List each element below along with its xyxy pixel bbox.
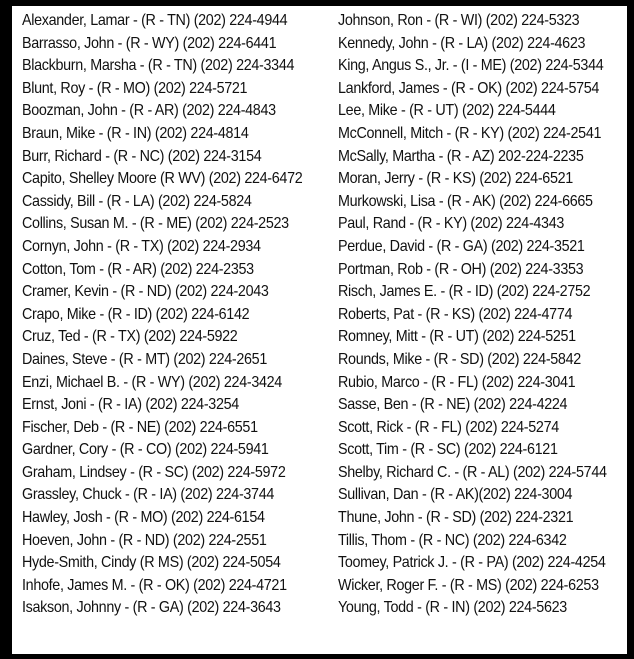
list-item: Enzi, Michael B. - (R - WY) (202) 224-3424 (22, 373, 282, 391)
list-item: Cruz, Ted - (R - TX) (202) 224-5922 (22, 328, 238, 346)
list-item: Grassley, Chuck - (R - IA) (202) 224-3744 (22, 486, 275, 504)
list-item: Crapo, Mike - (R - ID) (202) 224-6142 (22, 305, 250, 323)
list-item: Fischer, Deb - (R - NE) (202) 224-6551 (22, 418, 258, 436)
list-item: Hawley, Josh - (R - MO) (202) 224-6154 (22, 509, 265, 527)
list-item: Sullivan, Dan - (R - AK)(202) 224-3004 (338, 486, 573, 504)
list-item: Hyde-Smith, Cindy (R MS) (202) 224-5054 (22, 554, 281, 572)
list-item: Kennedy, John - (R - LA) (202) 224-4623 (338, 34, 586, 52)
list-item: Portman, Rob - (R - OH) (202) 224-3353 (338, 260, 584, 278)
list-item: Lankford, James - (R - OK) (202) 224-5754 (338, 79, 600, 97)
list-item: Braun, Mike - (R - IN) (202) 224-4814 (22, 124, 249, 142)
senator-directory (12, 6, 627, 654)
list-item: Graham, Lindsey - (R - SC) (202) 224-5972 (22, 463, 286, 481)
list-item: Murkowski, Lisa - (R - AK) (202) 224-6665 (338, 192, 593, 210)
list-item: Lee, Mike - (R - UT) (202) 224-5444 (338, 102, 556, 120)
list-item: Capito, Shelley Moore (R WV) (202) 224-6472 (22, 170, 303, 188)
list-item: Roberts, Pat - (R - KS) (202) 224-4774 (338, 305, 573, 323)
list-item: Blackburn, Marsha - (R - TN) (202) 224-3344 (22, 57, 295, 75)
left-column-list (22, 10, 327, 620)
list-item: Sasse, Ben - (R - NE) (202) 224-4224 (338, 396, 568, 414)
list-item: Cotton, Tom - (R - AR) (202) 224-2353 (22, 260, 254, 278)
list-item: Young, Todd - (R - IN) (202) 224-5623 (338, 599, 567, 617)
list-item: Inhofe, James M. - (R - OK) (202) 224-4721 (22, 576, 287, 594)
list-item: Thune, John - (R - SD) (202) 224-2321 (338, 509, 574, 527)
list-item: Shelby, Richard C. - (R - AL) (202) 224-5744 (338, 463, 607, 481)
list-item: King, Angus S., Jr. - (I - ME) (202) 224-5344 (338, 57, 604, 75)
list-item: McSally, Martha - (R - AZ) 202-224-2235 (338, 147, 584, 165)
list-item: Scott, Tim - (R - SC) (202) 224-6121 (338, 441, 558, 459)
list-item: Cornyn, John - (R - TX) (202) 224-2934 (22, 237, 261, 255)
list-item: Blunt, Roy - (R - MO) (202) 224-5721 (22, 79, 248, 97)
list-item: Moran, Jerry - (R - KS) (202) 224-6521 (338, 170, 573, 188)
list-item: Daines, Steve - (R - MT) (202) 224-2651 (22, 350, 267, 368)
list-item: Cramer, Kevin - (R - ND) (202) 224-2043 (22, 283, 269, 301)
list-item: Paul, Rand - (R - KY) (202) 224-4343 (338, 215, 565, 233)
list-item: Collins, Susan M. - (R - ME) (202) 224-2523 (22, 215, 289, 233)
list-item: Scott, Rick - (R - FL) (202) 224-5274 (338, 418, 559, 436)
list-item: Barrasso, John - (R - WY) (202) 224-6441 (22, 34, 277, 52)
list-item: Risch, James E. - (R - ID) (202) 224-2752 (338, 283, 591, 301)
list-item: Rounds, Mike - (R - SD) (202) 224-5842 (338, 350, 581, 368)
list-item: Perdue, David - (R - GA) (202) 224-3521 (338, 237, 585, 255)
right-column-list (338, 10, 627, 620)
list-item: Gardner, Cory - (R - CO) (202) 224-5941 (22, 441, 269, 459)
list-item: Wicker, Roger F. - (R - MS) (202) 224-6253 (338, 576, 599, 594)
list-item: Burr, Richard - (R - NC) (202) 224-3154 (22, 147, 262, 165)
list-item: Alexander, Lamar - (R - TN) (202) 224-4944 (22, 12, 288, 29)
list-item: Tillis, Thom - (R - NC) (202) 224-6342 (338, 531, 567, 549)
list-item: Hoeven, John - (R - ND) (202) 224-2551 (22, 531, 267, 549)
list-item: Rubio, Marco - (R - FL) (202) 224-3041 (338, 373, 576, 391)
list-item: Isakson, Johnny - (R - GA) (202) 224-3643 (22, 599, 281, 617)
list-item: Toomey, Patrick J. - (R - PA) (202) 224-4254 (338, 554, 606, 572)
list-item: Johnson, Ron - (R - WI) (202) 224-5323 (338, 12, 580, 29)
list-item: Cassidy, Bill - (R - LA) (202) 224-5824 (22, 192, 252, 210)
list-item: Boozman, John - (R - AR) (202) 224-4843 (22, 102, 276, 120)
list-item: Romney, Mitt - (R - UT) (202) 224-5251 (338, 328, 576, 346)
list-item: McConnell, Mitch - (R - KY) (202) 224-2541 (338, 124, 602, 142)
list-item: Ernst, Joni - (R - IA) (202) 224-3254 (22, 396, 239, 414)
